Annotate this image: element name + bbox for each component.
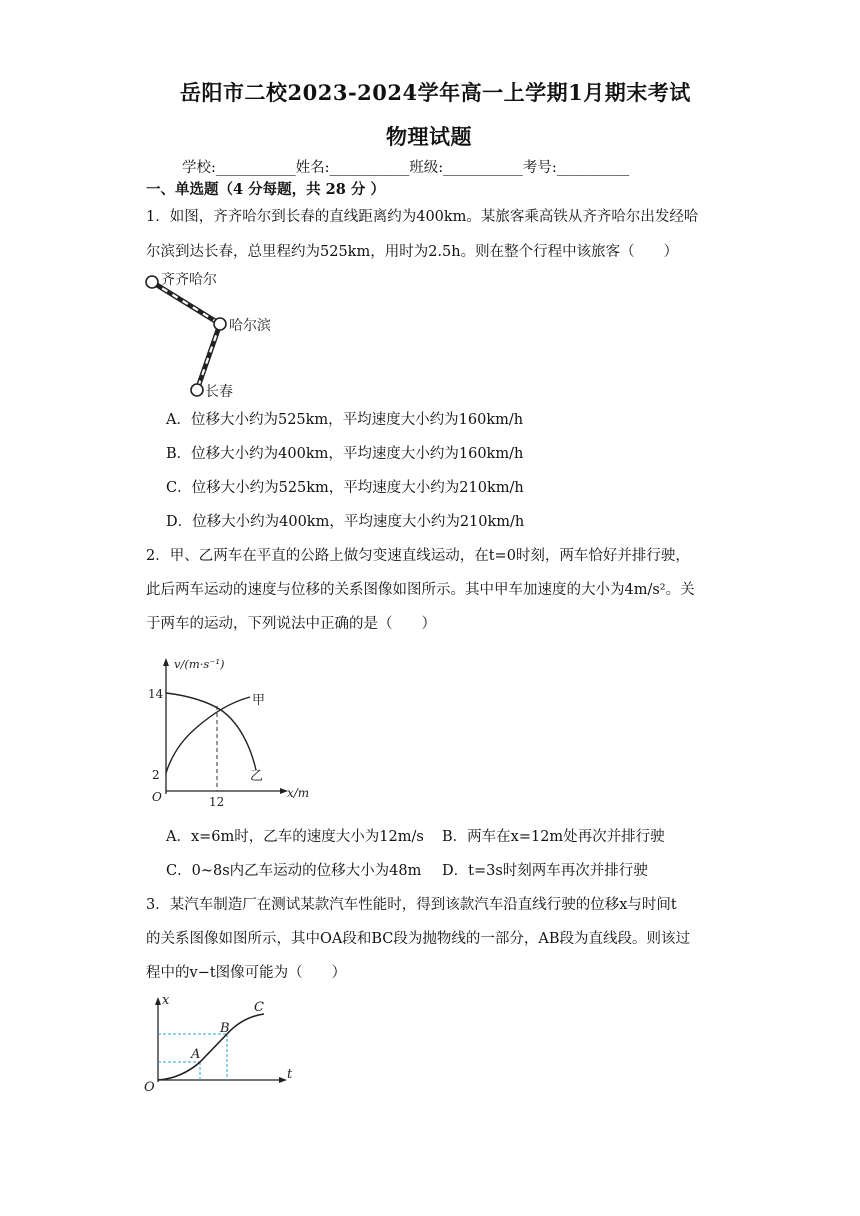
q3-point-a-label: A [191,1047,201,1062]
q3-y-axis-label: x [162,993,170,1008]
section-heading: 一、单选题（4 分每题，共 28 分 ） [146,181,385,198]
q2-y-tick-2: 2 [152,768,160,782]
q2-option-c: C．0~8s内乙车运动的位移大小为48m [166,863,422,879]
q2-curve-yi-label: 乙 [250,769,264,784]
q3-stem-line3: 程中的v−t图像可能为（ ） [146,965,347,981]
q2-stem-line2: 此后两车运动的速度与位移的关系图像如图所示。其中甲车加速度的大小为4m/s²。关 [146,582,695,598]
q2-y-axis-label: v/(m·s⁻¹) [174,657,225,671]
q1-route-map [140,268,300,398]
changchun-label: 长春 [205,384,233,400]
q1-option-b: B．位移大小约为400km，平均速度大小约为160km/h [166,446,524,462]
qiqihar-label: 齐齐哈尔 [161,272,217,288]
q3-origin-label: O [144,1080,155,1095]
q2-y-tick-14: 14 [148,687,164,701]
qiqihar-node [146,276,158,288]
q2-curve-jia-label: 甲 [252,693,266,708]
exam-subtitle: 物理试题 [386,124,472,149]
q1-option-c: C．位移大小约为525km，平均速度大小约为210km/h [166,480,524,496]
q2-curve-yi [166,693,256,770]
changchun-node [191,384,203,396]
q2-x-axis-label: x/m [287,786,310,800]
q2-velocity-displacement-graph [146,656,326,808]
q3-stem-line1: 3．某汽车制造厂在测试某款汽车性能时，得到该款汽车沿直线行驶的位移x与时间t [146,897,677,913]
q1-option-a: A．位移大小约为525km，平均速度大小约为160km/h [166,412,524,428]
q2-stem-line1: 2．甲、乙两车在平直的公路上做匀变速直线运动，在t=0时刻，两车恰好并排行驶， [146,548,690,564]
q1-stem-line2: 尔滨到达长春，总里程约为525km，用时为2.5h。则在整个行程中该旅客（ ） [146,244,679,260]
q2-option-a: A．x=6m时，乙车的速度大小为12m/s [166,829,424,845]
q2-curve-jia [166,697,250,773]
student-info-line: 学校:___________姓名:___________班级:___________考号:__________ [182,160,630,176]
q2-option-d: D．t=3s时刻两车再次并排行驶 [442,863,648,879]
q2-x-tick-12: 12 [209,795,225,809]
q1-stem-line1: 1．如图，齐齐哈尔到长春的直线距离约为400km。某旅客乘高铁从齐齐哈尔出发经哈 [146,209,699,225]
harbin-label: 哈尔滨 [229,318,271,334]
q1-option-d: D．位移大小约为400km，平均速度大小约为210km/h [166,514,525,530]
q3-xt-curve [158,1014,264,1080]
q2-stem-line3: 于两车的运动，下列说法中正确的是（ ） [146,616,436,632]
q3-point-c-label: C [254,1000,264,1015]
q3-stem-line2: 的关系图像如图所示，其中OA段和BC段为抛物线的一部分，AB段为直线段。则该过 [146,931,691,947]
q2-origin-label: O [152,790,162,804]
q3-displacement-time-graph [142,994,302,1094]
q3-x-axis-label: t [287,1067,293,1082]
q3-point-b-label: B [220,1021,230,1036]
harbin-node [214,318,226,330]
exam-title: 岳阳市二校2023-2024学年高一上学期1月期末考试 [180,80,691,105]
q2-option-b: B．两车在x=12m处再次并排行驶 [442,829,665,845]
